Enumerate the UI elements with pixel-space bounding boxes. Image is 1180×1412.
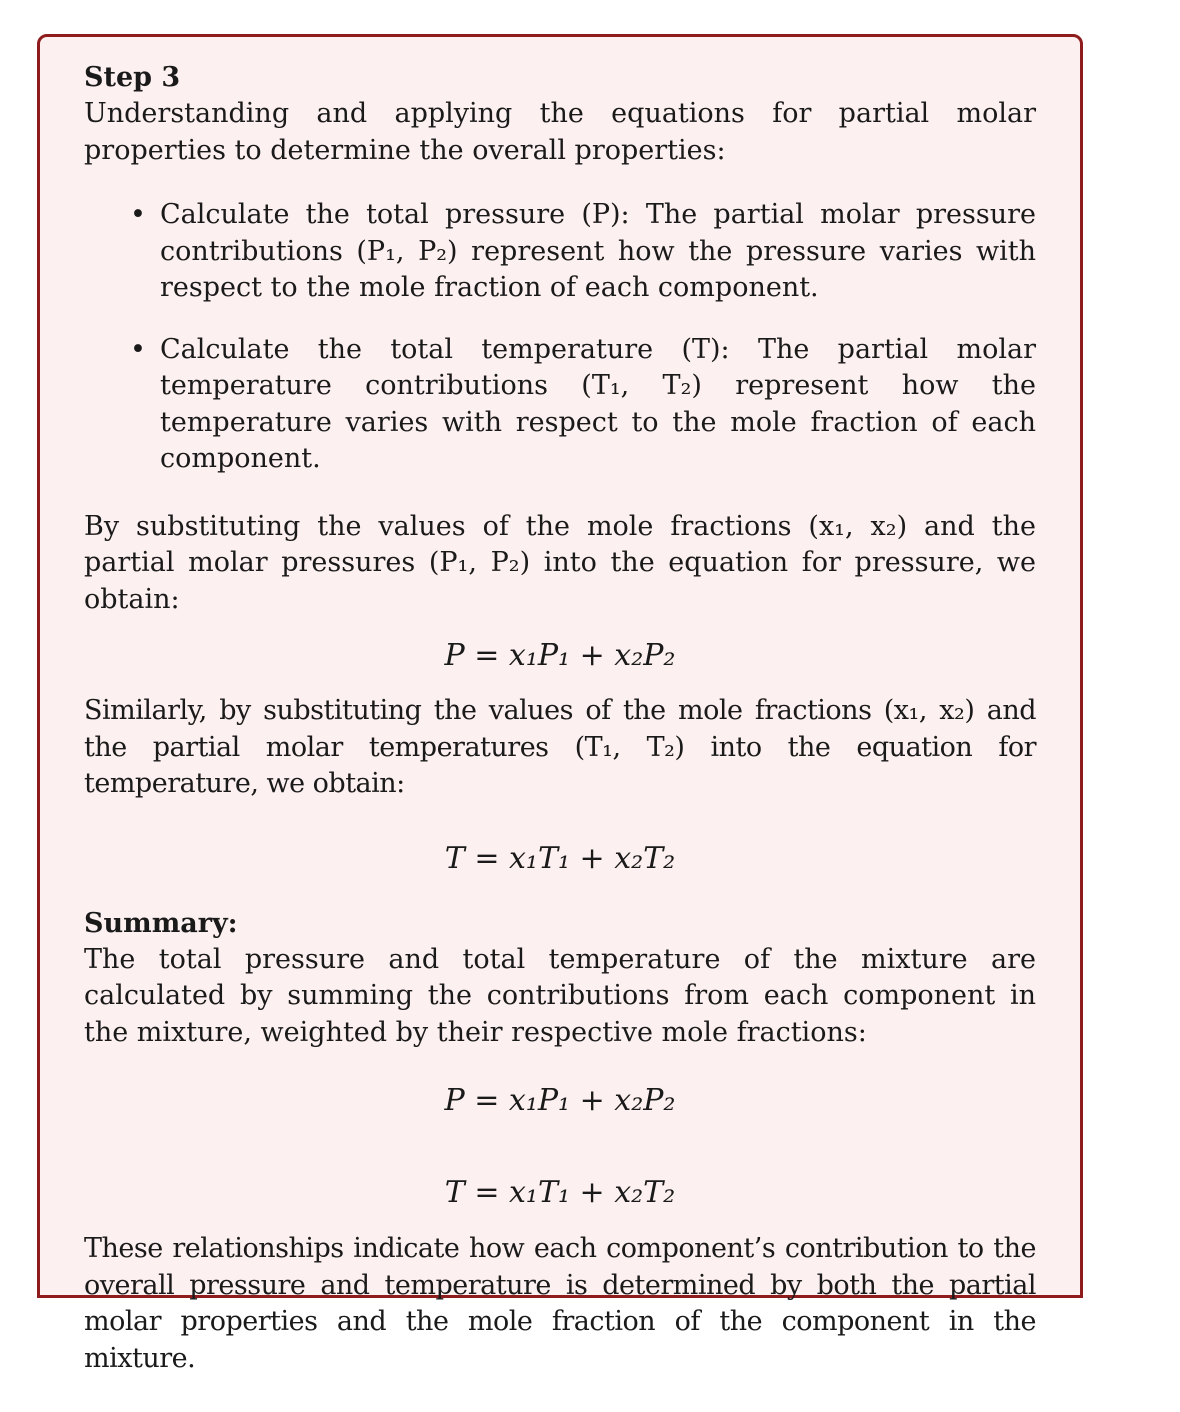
summary-pressure-equation: P = x₁P₁ + x₂P₂ (444, 1083, 676, 1118)
conclusion-text: These relationships indicate how each component’s contribution to the overall pressure and temperature is determined by both the partial molar properties and the mole fraction of the component in the mixture. (84, 1233, 1036, 1374)
bullet-text-temperature: Calculate the total temperature (T): The partial molar temperature contributions (T₁, T₂) represent how the temperature varies with respect to the mole fraction of each component. (160, 333, 1036, 474)
list-item (130, 332, 1036, 478)
summary-text: The total pressure and total temperature of the mixture are calculated by summing the contributions from each component in the mixture, weighted by their respective mole fractions: (84, 943, 1036, 1048)
step-title: Step 3 (84, 62, 181, 93)
bullet-list (84, 197, 1036, 478)
pressure-substitution-text: By substituting the values of the mole fractions (x₁, x₂) and the partial molar pressures (P₁, P₂) into the equation for pressure, we obtain: (84, 510, 1036, 615)
pressure-equation: P = x₁P₁ + x₂P₂ (444, 638, 676, 673)
temperature-equation: T = x₁T₁ + x₂T₂ (444, 840, 676, 876)
list-item (130, 197, 1036, 307)
intro-text: Understanding and applying the equations for partial molar properties to determine the overall properties: (84, 98, 1036, 166)
summary-temperature-equation: T = x₁T₁ + x₂T₂ (444, 1175, 676, 1210)
bullet-icon: • (130, 199, 146, 230)
summary-title: Summary: (84, 907, 238, 939)
step-card (37, 34, 1083, 1374)
bullet-text-pressure: Calculate the total pressure (P): The partial molar pressure contributions (P₁, P₂) represent how the pressure varies with respect to the mole fraction of each component. (160, 199, 1036, 303)
temperature-substitution-text: Similarly, by substituting the values of the mole fractions (x₁, x₂) and the partial molar temperatures (T₁, T₂) into the equation for temperature, we obtain: (84, 695, 1036, 799)
bullet-icon: • (130, 333, 146, 365)
